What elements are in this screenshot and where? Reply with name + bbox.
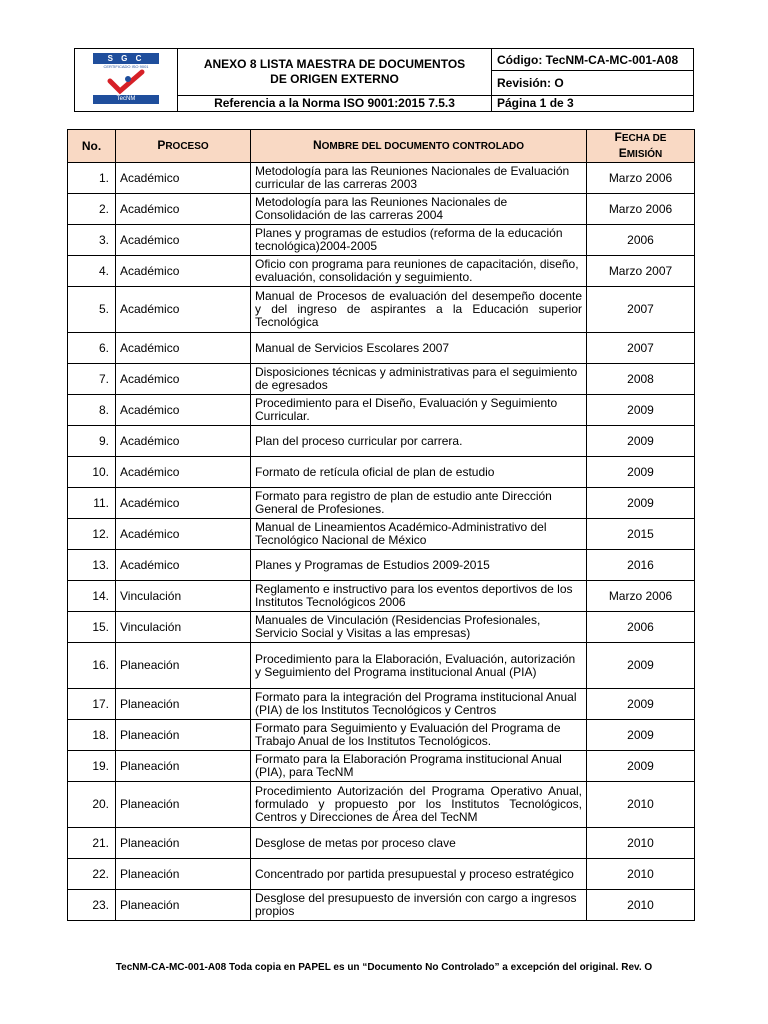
table-row <box>68 287 695 333</box>
title-line-1: ANEXO 8 LISTA MAESTRA DE DOCUMENTOS <box>203 56 466 71</box>
page-footer: TecNM-CA-MC-001-A08 Toda copia en PAPEL es un “Documento No Controlado” a excepción del original. Rev. O <box>115 962 653 973</box>
title-line-2: DE ORIGEN EXTERNO <box>270 71 399 86</box>
table-row <box>68 612 695 643</box>
table-row <box>68 395 695 426</box>
table-row <box>68 689 695 720</box>
row-document-name: Metodología para las Reuniones Nacionales de Consolidación de las carreras 2004 <box>251 194 587 225</box>
table-row <box>68 163 695 194</box>
row-number: 15. <box>68 612 116 643</box>
emision-initial: E <box>618 146 627 160</box>
row-document-name: Reglamento e instructivo para los eventos deportivos de los Institutos Tecnológicos 2006 <box>251 581 587 612</box>
row-number: 12. <box>68 519 116 550</box>
row-number: 6. <box>68 333 116 364</box>
row-document-name: Plan del proceso curricular por carrera. <box>251 426 587 457</box>
row-number: 9. <box>68 426 116 457</box>
row-number: 20. <box>68 782 116 828</box>
row-number: 10. <box>68 457 116 488</box>
table-row <box>68 519 695 550</box>
row-document-name: Metodología para las Reuniones Nacionales de Evaluación curricular de las carreras 2003 <box>251 163 587 194</box>
row-fecha: 2010 <box>587 782 695 828</box>
table-row <box>68 225 695 256</box>
table-row <box>68 256 695 287</box>
row-proceso: Académico <box>116 550 251 581</box>
row-fecha: 2009 <box>587 689 695 720</box>
table-row <box>68 364 695 395</box>
table-row <box>68 859 695 890</box>
row-number: 5. <box>68 287 116 333</box>
row-proceso: Planeación <box>116 720 251 751</box>
row-document-name: Concentrado por partida presupuestal y proceso estratégico <box>251 859 587 890</box>
table-row <box>68 720 695 751</box>
row-proceso: Académico <box>116 256 251 287</box>
checkmark-icon <box>106 69 146 95</box>
row-fecha: 2007 <box>587 287 695 333</box>
row-document-name: Oficio con programa para reuniones de capacitación, diseño, evaluación, consolidación y seguimiento. <box>251 256 587 287</box>
row-number: 14. <box>68 581 116 612</box>
row-number: 8. <box>68 395 116 426</box>
row-proceso: Planeación <box>116 859 251 890</box>
row-document-name: Manual de Lineamientos Académico-Administrativo del Tecnológico Nacional de México <box>251 519 587 550</box>
table-row <box>68 581 695 612</box>
row-proceso: Planeación <box>116 782 251 828</box>
row-number: 19. <box>68 751 116 782</box>
row-fecha: Marzo 2007 <box>587 256 695 287</box>
emision-rest: MISIÓN <box>626 149 663 160</box>
row-number: 23. <box>68 890 116 921</box>
logo-cert-text: CERTIFICADO ISO 9001 <box>103 64 149 69</box>
col-header-fecha <box>587 130 695 163</box>
row-fecha: 2010 <box>587 828 695 859</box>
row-document-name: Manual de Procesos de evaluación del desempeño docente y del ingreso de aspirantes a la Educación superior Tecnológica <box>251 287 587 333</box>
document-title <box>178 49 492 96</box>
col-header-no: No. <box>68 130 116 163</box>
row-fecha: 2009 <box>587 457 695 488</box>
row-fecha: Marzo 2006 <box>587 163 695 194</box>
row-number: 16. <box>68 643 116 689</box>
document-header <box>74 48 694 112</box>
table-row <box>68 457 695 488</box>
row-proceso: Académico <box>116 194 251 225</box>
row-number: 3. <box>68 225 116 256</box>
row-document-name: Formato de retícula oficial de plan de estudio <box>251 457 587 488</box>
row-proceso: Académico <box>116 163 251 194</box>
row-proceso: Vinculación <box>116 612 251 643</box>
documents-table <box>67 129 695 921</box>
table-row <box>68 643 695 689</box>
row-number: 2. <box>68 194 116 225</box>
table-header-row <box>68 130 695 163</box>
row-document-name: Desglose del presupuesto de inversión con cargo a ingresos propios <box>251 890 587 921</box>
pagina-cell: Página 1 de 3 <box>492 95 694 111</box>
row-number: 1. <box>68 163 116 194</box>
row-fecha: Marzo 2006 <box>587 581 695 612</box>
proceso-rest: ROCESO <box>165 141 209 152</box>
row-document-name: Disposiciones técnicas y administrativas para el seguimiento de egresados <box>251 364 587 395</box>
row-proceso: Académico <box>116 364 251 395</box>
nombre-initial: N <box>312 138 322 152</box>
revision-cell: Revisión: O <box>492 71 694 95</box>
proceso-initial: P <box>157 138 166 152</box>
row-number: 18. <box>68 720 116 751</box>
row-document-name: Formato para la Elaboración Programa institucional Anual (PIA), para TecNM <box>251 751 587 782</box>
row-document-name: Formato para registro de plan de estudio ante Dirección General de Profesiones. <box>251 488 587 519</box>
row-proceso: Planeación <box>116 751 251 782</box>
row-proceso: Planeación <box>116 890 251 921</box>
table-row <box>68 488 695 519</box>
row-proceso: Académico <box>116 519 251 550</box>
row-document-name: Procedimiento para el Diseño, Evaluación y Seguimiento Curricular. <box>251 395 587 426</box>
row-number: 4. <box>68 256 116 287</box>
row-fecha: 2009 <box>587 751 695 782</box>
row-number: 22. <box>68 859 116 890</box>
nombre-rest: OMBRE DEL DOCUMENTO CONTROLADO <box>321 141 525 152</box>
row-document-name: Formato para Seguimiento y Evaluación del Programa de Trabajo Anual de los Institutos Tecnológicos. <box>251 720 587 751</box>
logo-bottom-text: TecNM <box>93 95 159 104</box>
row-document-name: Manuales de Vinculación (Residencias Profesionales, Servicio Social y Visitas a las empresas) <box>251 612 587 643</box>
row-fecha: 2009 <box>587 488 695 519</box>
row-proceso: Académico <box>116 426 251 457</box>
row-proceso: Académico <box>116 333 251 364</box>
row-fecha: 2009 <box>587 720 695 751</box>
col-header-proceso <box>116 130 251 163</box>
row-fecha: 2010 <box>587 890 695 921</box>
table-row <box>68 194 695 225</box>
row-proceso: Académico <box>116 395 251 426</box>
row-fecha: Marzo 2006 <box>587 194 695 225</box>
row-number: 17. <box>68 689 116 720</box>
row-proceso: Planeación <box>116 689 251 720</box>
table-row <box>68 333 695 364</box>
row-proceso: Académico <box>116 457 251 488</box>
row-number: 13. <box>68 550 116 581</box>
fecha-initial: F <box>614 130 622 144</box>
row-document-name: Manual de Servicios Escolares 2007 <box>251 333 587 364</box>
row-fecha: 2007 <box>587 333 695 364</box>
table-row <box>68 782 695 828</box>
codigo-cell: Código: TecNM-CA-MC-001-A08 <box>492 49 694 71</box>
row-proceso: Académico <box>116 287 251 333</box>
row-document-name: Procedimiento Autorización del Programa Operativo Anual, formulado y propuesto por los Institutos Tecnológicos, Centros y Direcciones de Área del TecNM <box>251 782 587 828</box>
row-proceso: Académico <box>116 225 251 256</box>
sgc-logo <box>93 53 159 109</box>
table-row <box>68 828 695 859</box>
row-document-name: Procedimiento para la Elaboración, Evaluación, autorización y Seguimiento del Programa institucional Anual (PIA) <box>251 643 587 689</box>
logo-top-text: S G C <box>93 53 159 64</box>
table-row <box>68 751 695 782</box>
table-row <box>68 890 695 921</box>
row-number: 21. <box>68 828 116 859</box>
table-row <box>68 550 695 581</box>
row-fecha: 2006 <box>587 225 695 256</box>
row-proceso: Vinculación <box>116 581 251 612</box>
row-document-name: Planes y Programas de Estudios 2009-2015 <box>251 550 587 581</box>
row-fecha: 2010 <box>587 859 695 890</box>
row-document-name: Planes y programas de estudios (reforma de la educación tecnológica)2004-2005 <box>251 225 587 256</box>
row-fecha: 2009 <box>587 395 695 426</box>
row-document-name: Formato para la integración del Programa institucional Anual (PIA) de los Institutos Tecnológicos y Centros <box>251 689 587 720</box>
row-number: 11. <box>68 488 116 519</box>
row-proceso: Académico <box>116 488 251 519</box>
row-fecha: 2008 <box>587 364 695 395</box>
row-number: 7. <box>68 364 116 395</box>
col-header-nombre <box>251 130 587 163</box>
row-proceso: Planeación <box>116 643 251 689</box>
referencia-cell: Referencia a la Norma ISO 9001:2015 7.5.3 <box>178 95 492 111</box>
row-fecha: 2009 <box>587 426 695 457</box>
row-document-name: Desglose de metas por proceso clave <box>251 828 587 859</box>
row-fecha: 2006 <box>587 612 695 643</box>
row-fecha: 2016 <box>587 550 695 581</box>
row-fecha: 2009 <box>587 643 695 689</box>
row-proceso: Planeación <box>116 828 251 859</box>
row-fecha: 2015 <box>587 519 695 550</box>
table-row <box>68 426 695 457</box>
logo-cell <box>75 49 178 112</box>
fecha-rest: ECHA DE <box>621 133 667 144</box>
